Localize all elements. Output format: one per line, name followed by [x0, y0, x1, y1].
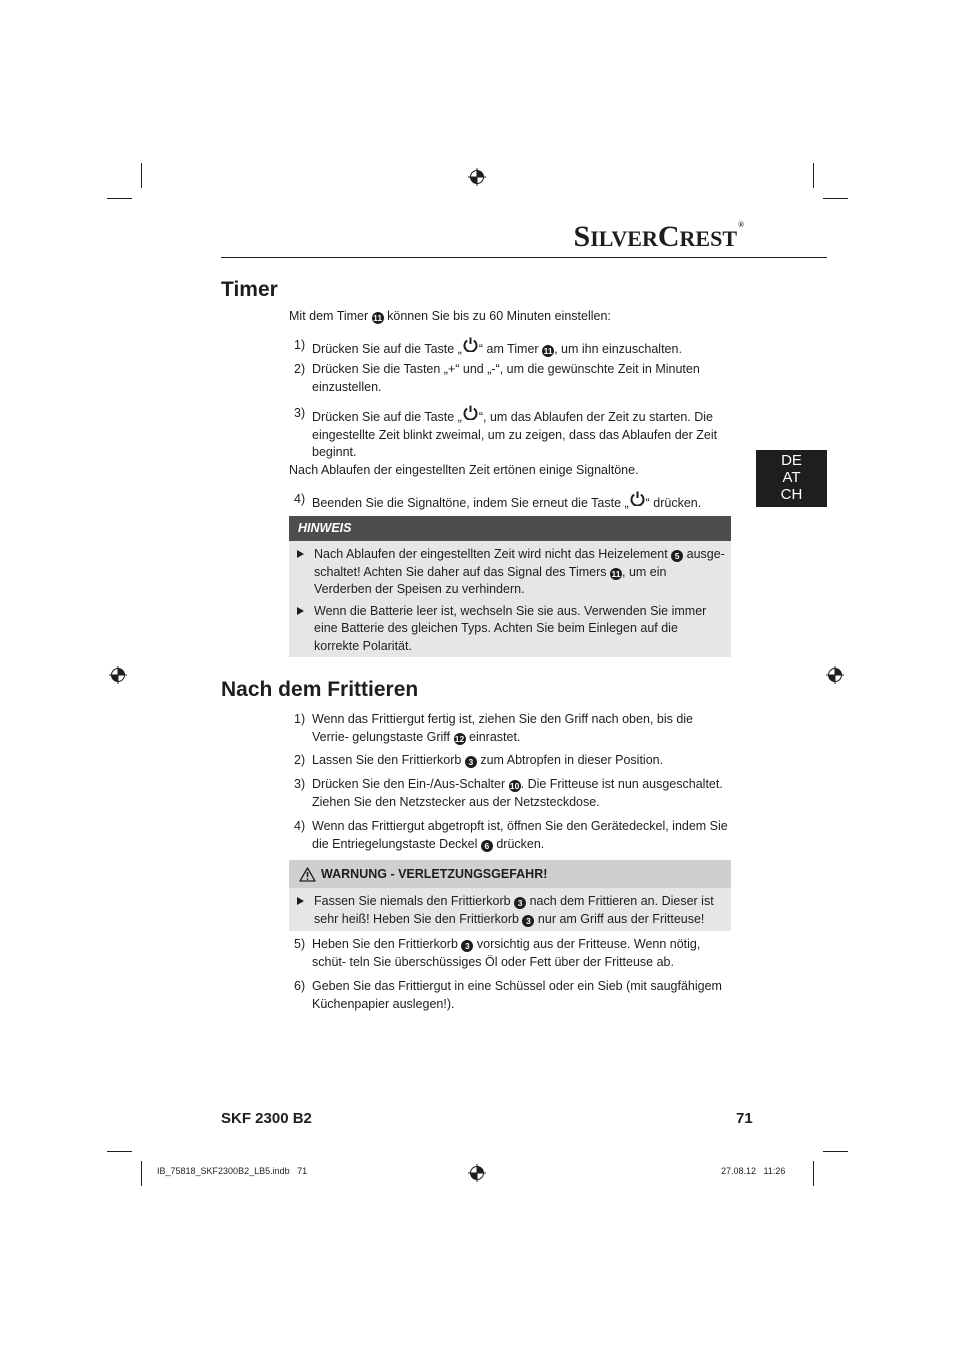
ref-number: 11 [611, 568, 621, 579]
lang-at: AT [782, 469, 801, 486]
timer-step-3: 3) Drücken Sie auf die Taste „ “, um das Ablaufen der Zeit zu starten. Die eingestellte Zeit blinkt zweimal, um zu zeigen, dass das Ablaufen der Zeit beginnt. [294, 406, 718, 459]
registration-mark-icon [826, 666, 844, 684]
crop-mark [823, 198, 848, 199]
after-step-4: 4) Wenn das Frittiergut abgetropft ist, öffnen Sie den Gerätedeckel, indem Sie die Entriegelungstaste Deckel 6 drücken. [294, 819, 728, 851]
ref-number: 10 [509, 781, 520, 791]
warning-header [289, 860, 731, 888]
ref-number: 6 [481, 840, 493, 852]
ref-number: 5 [671, 550, 683, 562]
crop-mark [107, 198, 132, 199]
power-icon [462, 405, 479, 420]
crop-mark [823, 1151, 848, 1152]
page-number: 71 [736, 1110, 753, 1127]
ref-number: 11 [543, 346, 553, 356]
note-bullet: Nach Ablaufen der eingestellten Zeit wird nicht das Heizelement 5 ausge- schaltet! Achten Sie daher auf das Signal des Timers 11 , um ein Verderben der Speisen zu verhindern. [289, 546, 731, 599]
timer-step-1: 1) Drücken Sie auf die Taste „ “ am Timer 11 , um ihn einzuschalten. [294, 338, 682, 356]
bullet-arrow-icon [297, 607, 304, 615]
bullet-arrow-icon [297, 897, 304, 905]
ref-number: 11 [373, 313, 383, 323]
timer-after-text: Nach Ablaufen der eingestellten Zeit ertönen einige Signaltöne. [289, 463, 639, 477]
timer-step-4: 4) Beenden Sie die Signaltöne, indem Sie erneut die Taste „ “ drücken. [294, 492, 702, 510]
warning-title: WARNUNG - VERLETZUNGSGEFAHR! [321, 867, 548, 881]
ref-number: 12 [454, 733, 465, 744]
registration-mark-icon [468, 1164, 486, 1182]
timer-heading: Timer [221, 278, 278, 301]
after-frying-heading: Nach dem Frittieren [221, 678, 419, 701]
registration-mark-icon [468, 168, 486, 186]
note-bullet: Wenn die Batterie leer ist, wechseln Sie sie aus. Verwenden Sie immer eine Batterie des gleichen Typs. Achten Sie beim Einlegen auf die korrekte Polarität. [289, 603, 731, 656]
warning-box [289, 860, 731, 931]
bullet-arrow-icon [297, 550, 304, 558]
power-icon [462, 337, 479, 352]
after-step-6: 6) Geben Sie das Frittiergut in eine Schüssel oder ein Sieb (mit saugfähigem Küchenpapier auslegen!). [294, 979, 722, 1011]
after-step-2: 2) Lassen Sie den Frittierkorb 3 zum Abtropfen in dieser Position. [294, 753, 664, 767]
ref-number: 3 [522, 915, 534, 927]
note-box [289, 516, 731, 657]
power-icon [629, 491, 646, 506]
after-step-5: 5) Heben Sie den Frittierkorb 3 vorsichtig aus der Fritteuse. Wenn nötig, schüt- teln Sie überschüssiges Öl oder Fett über der Fritteuse ab. [294, 937, 701, 969]
note-title: HINWEIS [289, 516, 731, 541]
registration-mark-icon [109, 666, 127, 684]
ref-number: 3 [514, 897, 526, 909]
crop-mark [813, 1161, 814, 1186]
brand-logo: S ILVER C REST ® [573, 220, 744, 253]
lang-ch: CH [780, 486, 803, 503]
footer-model: SKF 2300 B2 [221, 1110, 312, 1127]
ref-number: 3 [461, 940, 473, 952]
after-step-3: 3) Drücken Sie den Ein-/Aus-Schalter 10. Die Fritteuse ist nun ausgeschaltet. Ziehen Sie den Netzstecker aus der Netzsteckdose. [294, 777, 723, 809]
lang-de: DE [781, 452, 802, 469]
timer-step-2: 2) Drücken Sie die Tasten „+“ und „-“, um die gewünschte Zeit in Minuten einzustellen. [294, 362, 700, 394]
timer-intro: Mit dem Timer 11 können Sie bis zu 60 Minuten einstellen: [289, 309, 611, 323]
crop-mark [813, 163, 814, 188]
crop-mark [107, 1151, 132, 1152]
after-step-1: 1) Wenn das Frittiergut fertig ist, ziehen Sie den Griff nach oben, bis die Verrie- gelungstaste Griff 12 einrastet. [294, 712, 693, 744]
crop-mark [141, 163, 142, 188]
print-slug-date: 27.08.12 11:26 [721, 1166, 786, 1176]
header-rule [221, 257, 827, 258]
warning-triangle-icon [299, 867, 316, 882]
language-tab [756, 450, 827, 507]
ref-number: 3 [465, 756, 477, 768]
warning-bullet: Fassen Sie niemals den Frittierkorb 3 nach dem Frittieren an. Dieser ist sehr heiß! Heben Sie den Frittierkorb 3 nur am Griff aus der Fritteuse! [289, 893, 731, 928]
print-slug-file: IB_75818_SKF2300B2_LB5.indb 71 [157, 1166, 308, 1176]
crop-mark [141, 1161, 142, 1186]
